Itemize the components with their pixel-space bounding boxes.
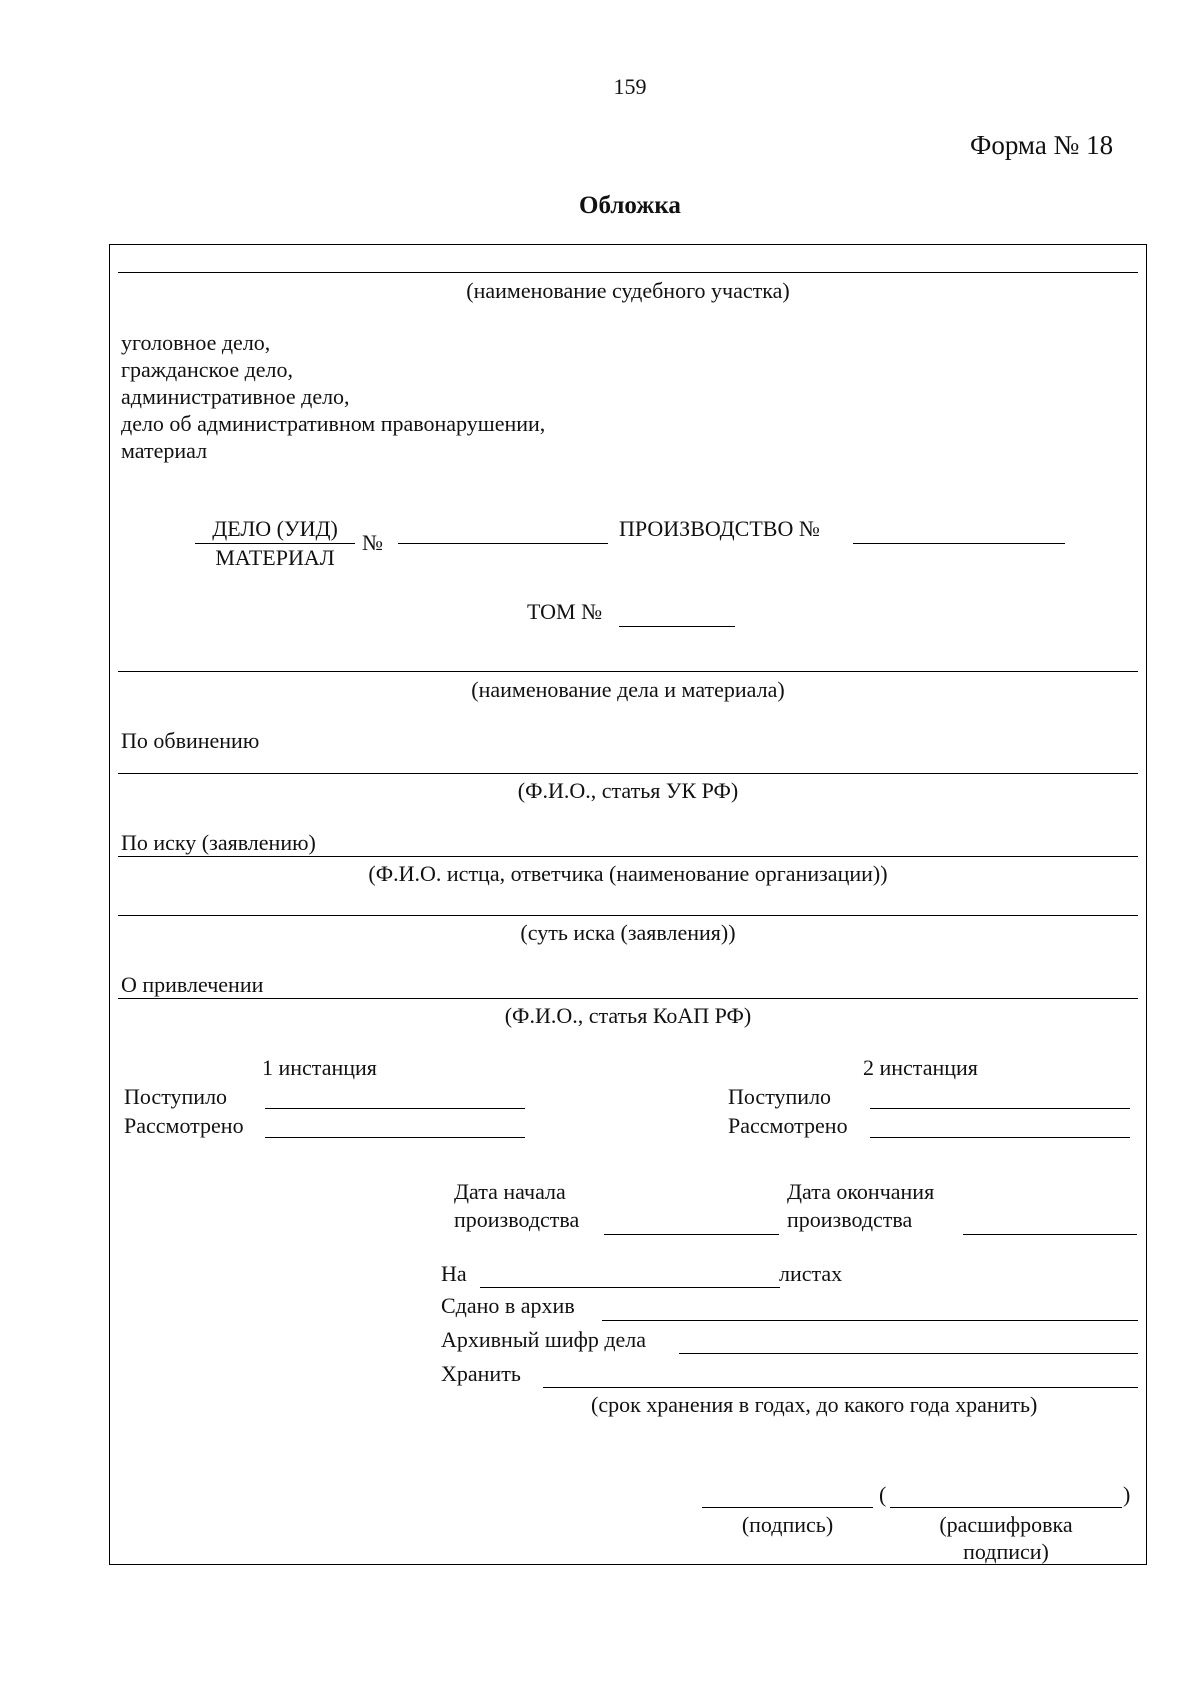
instance-1-reviewed-label: Рассмотрено [124,1113,244,1138]
case-fraction-bottom: МАТЕРИАЛ [215,545,335,570]
keep-line[interactable] [543,1387,1138,1388]
case-name-caption: (наименование дела и материала) [471,677,785,702]
volume-label: ТОМ № [527,599,603,624]
liability-line[interactable] [118,998,1138,999]
instance-1-received-label: Поступило [124,1084,228,1109]
start-date-line[interactable] [604,1234,779,1235]
case-type-criminal: уголовное дело, [121,330,271,355]
accusation-line[interactable] [118,773,1138,774]
page-title: Обложка [579,192,681,219]
signature-decoding-caption-1: (расшифровка [939,1512,1073,1537]
court-name-line[interactable] [118,272,1138,273]
form-frame [109,244,1147,1565]
fraction-divider [195,543,355,544]
archive-code-label: Архивный шифр дела [441,1327,647,1352]
court-name-caption: (наименование судебного участка) [466,278,790,303]
sheets-prefix: На [441,1261,467,1286]
case-type-administrative: административное дело, [121,384,350,409]
keep-label: Хранить [441,1361,521,1386]
liability-caption: (Ф.И.О., статья КоАП РФ) [504,1003,752,1028]
signature-close-paren: ) [1123,1482,1131,1507]
signature-caption: (подпись) [741,1512,834,1537]
instance-2-title: 2 инстанция [863,1055,978,1080]
sheets-count-line[interactable] [480,1287,780,1288]
instance-2-received-line[interactable] [870,1108,1130,1109]
claim-essence-caption: (суть иска (заявления)) [520,920,736,945]
claim-line[interactable] [118,856,1138,857]
keep-caption: (срок хранения в годах, до какого года хранить) [591,1392,1038,1417]
end-date-label-2: производства [787,1207,913,1232]
signature-decoding-line[interactable] [890,1507,1122,1508]
case-number-sign: № [362,530,383,555]
proceeding-number-line[interactable] [853,543,1065,544]
accusation-caption: (Ф.И.О., статья УК РФ) [517,778,739,803]
archived-label: Сдано в архив [441,1293,575,1318]
instance-1-title: 1 инстанция [262,1055,377,1080]
case-fraction-top: ДЕЛО (УИД) [212,516,338,541]
claim-label: По иску (заявлению) [121,830,316,855]
instance-2-received-label: Поступило [728,1084,832,1109]
case-number-line[interactable] [398,543,608,544]
case-type-offense: дело об административном правонарушении, [121,411,546,436]
start-date-label-2: производства [454,1207,580,1232]
claim-caption: (Ф.И.О. истца, ответчика (наименование организации)) [368,861,888,886]
volume-number-line[interactable] [619,626,735,627]
case-type-civil: гражданское дело, [121,357,294,382]
instance-2-reviewed-label: Рассмотрено [728,1113,848,1138]
instance-1-reviewed-line[interactable] [265,1137,525,1138]
archive-code-line[interactable] [679,1353,1138,1354]
signature-line[interactable] [702,1507,873,1508]
case-type-material: материал [121,438,208,463]
signature-open-paren: ( [879,1482,887,1507]
end-date-label-1: Дата окончания [787,1179,935,1204]
accusation-label: По обвинению [121,728,260,753]
archived-line[interactable] [602,1320,1138,1321]
page-number: 159 [613,74,647,99]
instance-2-reviewed-line[interactable] [870,1137,1130,1138]
start-date-label-1: Дата начала [454,1179,566,1204]
end-date-line[interactable] [963,1234,1137,1235]
instance-1-received-line[interactable] [265,1108,525,1109]
liability-label: О привлечении [121,972,264,997]
signature-decoding-caption-2: подписи) [963,1539,1049,1564]
proceeding-label: ПРОИЗВОДСТВО № [619,516,820,541]
sheets-suffix: листах [779,1261,843,1286]
form-number: Форма № 18 [970,130,1114,160]
case-name-line[interactable] [118,671,1138,672]
claim-essence-line[interactable] [118,915,1138,916]
